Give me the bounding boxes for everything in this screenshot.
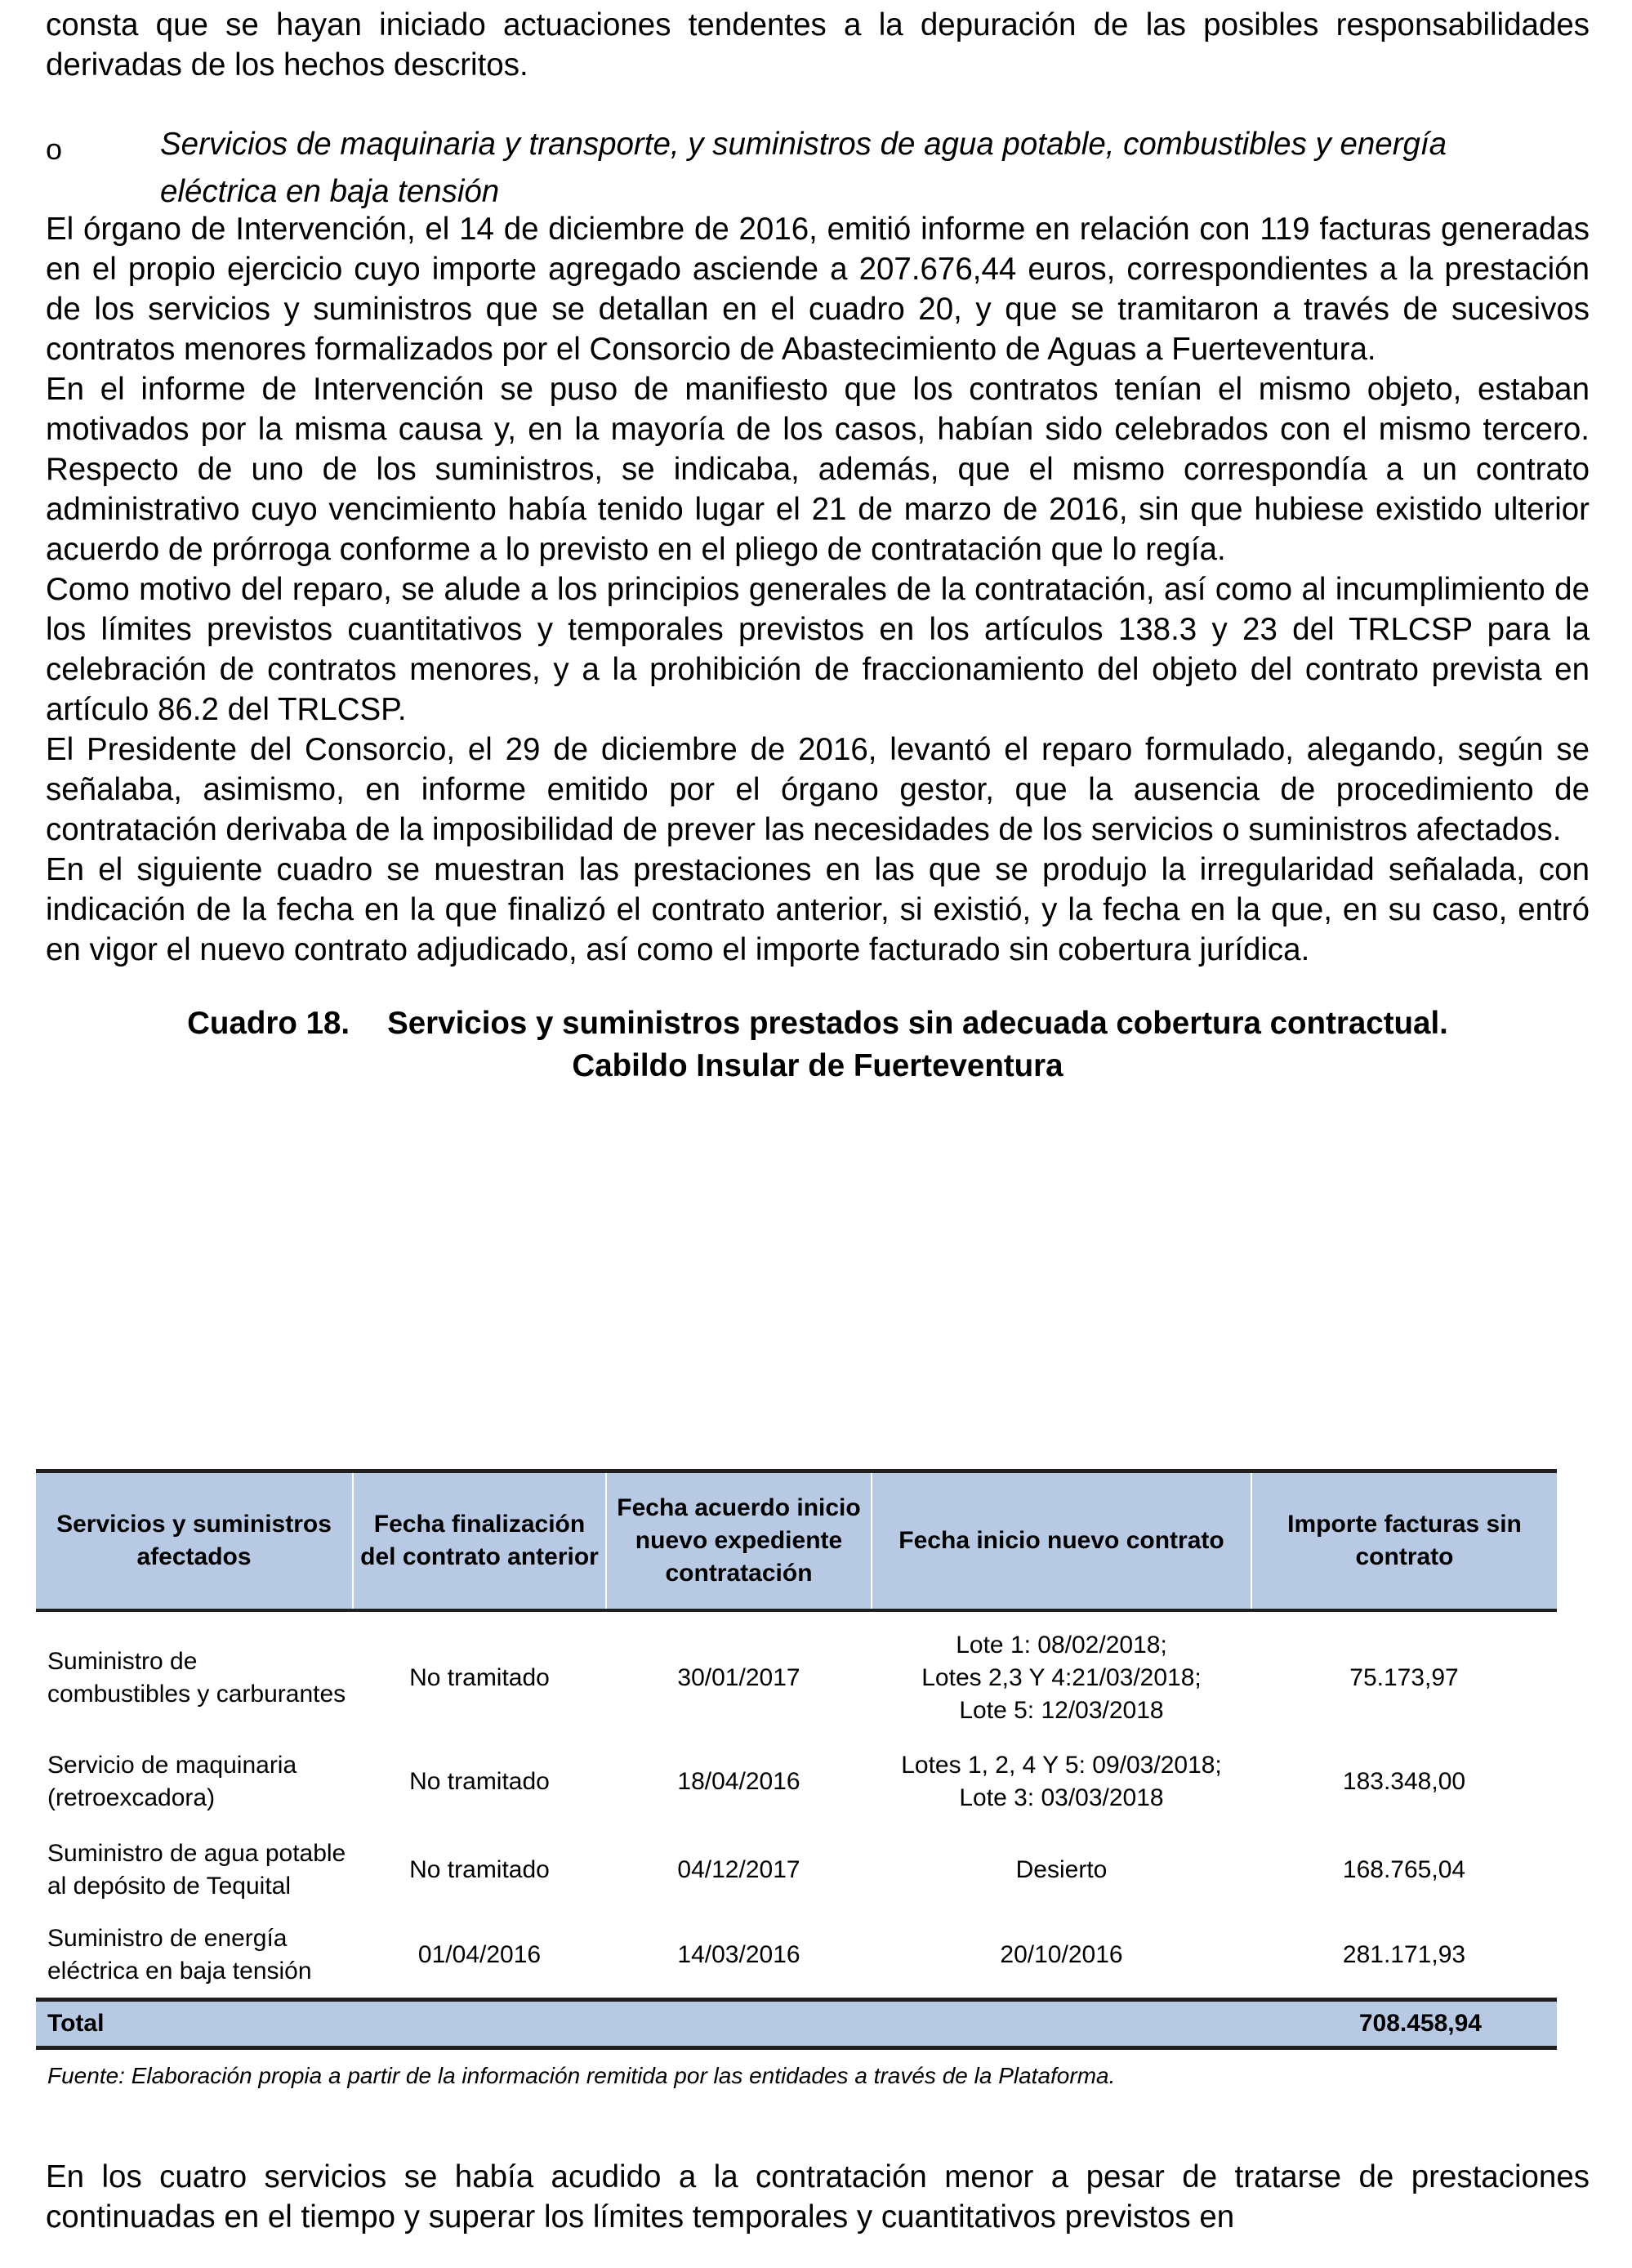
header-servicios: Servicios y suministros afectados [36,1471,353,1611]
cell-inicio-nuevo-line: Lote 3: 03/03/2018 [959,1784,1164,1811]
total-label: Total [36,2000,353,2048]
cell-servicio: Suministro de energía eléctrica en baja tensión [47,1925,312,1984]
cell-inicio-nuevo [872,1610,1251,1736]
caption-title-1: Servicios y suministros prestados sin adecuada cobertura contractual. [387,1006,1448,1041]
caption-number: Cuadro 18. [187,1006,350,1041]
cell-acuerdo-inicio: 18/04/2016 [677,1768,800,1795]
table-row [36,1913,1557,2000]
bullet-marker: o [46,132,63,166]
paragraph-1: El órgano de Intervención, el 14 de diciembre de 2016, emitió informe en relación con 119 facturas generadas en el propio ejercicio cuyo importe agregado asciende a 207.676,44 euros, correspondientes a la prestación de los servicios y suministros que se detallan en el cuadro 20, y que se tramitaron a través de sucesivos contratos menores formalizados por el Consorcio de Abastecimiento de Aguas a Fuerteventura. [46,212,1590,367]
table-total-row [36,2000,1557,2048]
header-fecha-inicio: Fecha inicio nuevo contrato [872,1471,1251,1611]
paragraph-2: En el informe de Intervención se puso de manifiesto que los contratos tenían el mismo objeto, estaban motivados por la misma causa y, en la mayoría de los casos, habían sido celebrados con el mismo tercero. Respecto de uno de los suministros, se indicaba, además, que el mismo correspondía a un contrato administrativo cuyo vencimiento había tenido lugar el 21 de marzo de 2016, sin que hubiese existido ulterior acuerdo de prórroga conforme a lo previsto en el pliego de contratación que lo regía. [46,372,1590,567]
total-empty-cell [872,2000,1251,2048]
cell-importe: 168.765,04 [1342,1856,1466,1883]
cell-importe: 183.348,00 [1342,1768,1466,1795]
cell-inicio-nuevo-line: Lotes 2,3 Y 4:21/03/2018; [921,1664,1202,1691]
cell-acuerdo-inicio: 30/01/2017 [677,1664,800,1691]
header-importe: Importe facturas sin contrato [1251,1471,1557,1611]
cell-acuerdo-inicio: 04/12/2017 [677,1856,800,1883]
cell-importe: 281.171,93 [1342,1941,1466,1968]
cell-inicio-nuevo-line: Lote 5: 12/03/2018 [959,1697,1164,1724]
paragraph-0: consta que se hayan iniciado actuaciones tendentes a la depuración de las posibles responsabilidades derivadas de los hechos descritos. [46,7,1590,83]
cell-fin-anterior: No tramitado [409,1856,550,1883]
table-source-note: Fuente: Elaboración propia a partir de la información remitida por las entidades a través de la Plataforma. [47,2063,1116,2088]
cell-inicio-nuevo-line: Lote 1: 08/02/2018; [956,1632,1167,1659]
cell-inicio-nuevo-line: Lotes 1, 2, 4 Y 5: 09/03/2018; [901,1752,1222,1779]
table-row [36,1828,1557,1913]
total-empty-cell [606,2000,872,2048]
section-heading-text: Servicios de maquinaria y transporte, y suministros de agua potable, combustibles y energía eléctrica en baja tensión [160,127,1447,209]
caption-line-1 [46,1002,1590,1045]
table-header-row [36,1471,1557,1611]
paragraph-4: El Presidente del Consorcio, el 29 de diciembre de 2016, levantó el reparo formulado, alegando, según se señalaba, asimismo, en informe emitido por el órgano gestor, que la ausencia de procedimiento de contratación derivaba de la imposibilidad de prever las necesidades de los servicios o suministros afectados. [46,732,1590,847]
total-empty-cell [353,2000,606,2048]
caption-title-2: Cabildo Insular de Fuerteventura [572,1048,1063,1083]
cell-inicio-nuevo: 20/10/2016 [1000,1941,1123,1968]
total-value: 708.458,94 [1251,2000,1557,2048]
cell-fin-anterior: No tramitado [409,1664,550,1691]
paragraph-5: En el siguiente cuadro se muestran las prestaciones en las que se produjo la irregularidad señalada, con indicación de la fecha en la que finalizó el contrato anterior, si existió, y la fecha en la que, en su caso, entró en vigor el nuevo contrato adjudicado, así como el importe facturado sin cobertura jurídica. [46,852,1590,967]
section-heading [46,121,1590,209]
data-table [36,1469,1557,2050]
cell-inicio-nuevo: Desierto [1015,1856,1108,1883]
cell-servicio: Suministro de agua potable al depósito de Tequital [47,1840,346,1900]
table-row [36,1610,1557,1736]
cell-acuerdo-inicio: 14/03/2016 [677,1941,800,1968]
cell-servicio: Servicio de maquinaria (retroexcadora) [47,1752,297,1811]
cell-inicio-nuevo [872,1736,1251,1828]
document-page [46,0,1590,1087]
cell-servicio: Suministro de combustibles y carburantes [47,1648,346,1708]
closing-paragraph-wrap [46,2157,1590,2237]
paragraph-3: Como motivo del reparo, se alude a los principios generales de la contratación, así como al incumplimiento de los límites previstos cuantitativos y temporales previstos en los artículos 138.3 y 23 del TRLCSP para la celebración de contratos menores, y a la prohibición de fraccionamiento del objeto del contrato prevista en artículo 86.2 del TRLCSP. [46,572,1590,727]
table-row [36,1736,1557,1828]
header-fecha-acuerdo: Fecha acuerdo inicio nuevo expediente contratación [606,1471,872,1611]
cell-fin-anterior: 01/04/2016 [417,1941,542,1968]
cell-fin-anterior: No tramitado [409,1768,550,1795]
header-fecha-finalizacion: Fecha finalización del contrato anterior [353,1471,606,1611]
paragraph-6: En los cuatro servicios se había acudido a la contratación menor a pesar de tratarse de prestaciones continuadas en el tiempo y superar los límites temporales y cuantitativos previstos en [46,2159,1590,2235]
table-caption [46,1002,1590,1087]
cell-importe: 75.173,97 [1349,1664,1459,1691]
